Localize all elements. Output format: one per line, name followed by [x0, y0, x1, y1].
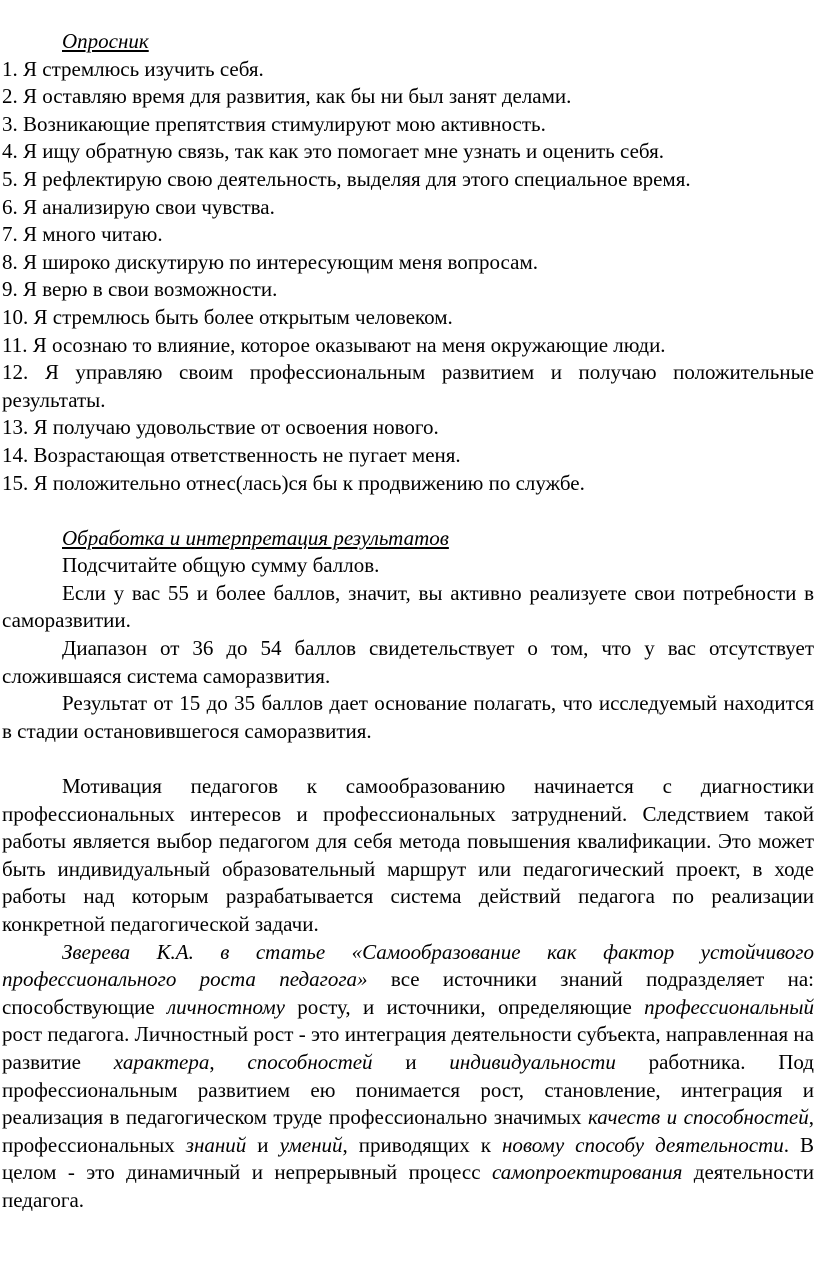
survey-item: 4. Я ищу обратную связь, так как это помогает мне узнать и оценить себя. — [2, 139, 664, 164]
emphasis: новому способу деятельности — [501, 1132, 784, 1157]
body-text: , — [209, 1049, 248, 1074]
body-text: росту, и источники, определяющие — [284, 994, 645, 1019]
spacer — [2, 745, 814, 773]
survey-item: 9. Я верю в свои возможности. — [2, 277, 278, 302]
emphasis: самопроектирования — [491, 1160, 683, 1185]
body-text: работника. Под профессиональным развитием ею понимается рост, становление, интеграция и реализация в педагогическом труде профессионально значимых — [2, 1049, 814, 1130]
survey-item: 13. Я получаю удовольствие от освоения нового. — [2, 415, 439, 440]
body-text: и — [372, 1049, 450, 1074]
processing-paragraph: Результат от 15 до 35 баллов дает основание полагать, что исследуемый находится в стадии остановившегося саморазвития. — [2, 691, 814, 743]
survey-item: 11. Я осознаю то влияние, которое оказывают на меня окружающие люди. — [2, 332, 666, 357]
emphasis: личностному — [167, 994, 285, 1019]
body-text: все источники знаний подразделяет на: способствующие — [2, 967, 814, 1019]
survey-item: 6. Я анализирую свои чувства. — [2, 194, 275, 219]
emphasis: способностей — [247, 1049, 373, 1074]
emphasis: качеств и способностей — [587, 1105, 809, 1130]
citation: Зверева К.А. в статье «Самообразование как фактор устойчивого профессионального роста педагога» — [2, 939, 814, 992]
body-paragraph-motivation: Мотивация педагогов к самообразованию начинается с диагностики профессиональных интересов и профессиональных затруднений. Следствием такой работы является выбор педагогом для себя метода повышения квалификации. Это может быть индивидуальный образовательный маршрут или педагогический проект, в ходе работы над которым разрабатывается система действий педагога по реализации конкретной педагогической задачи. — [2, 774, 814, 936]
survey-item: 7. Я много читаю. — [2, 222, 163, 247]
body-paragraph-zvereva — [2, 939, 814, 1215]
survey-title: Опросник — [62, 29, 149, 53]
body-text: . В целом - это динамичный и непрерывный процесс — [2, 1132, 814, 1185]
processing-paragraph: Диапазон от 36 до 54 баллов свидетельствует о том, что у вас отсутствует сложившаяся система саморазвития. — [2, 636, 814, 688]
emphasis: знаний — [185, 1132, 247, 1157]
survey-item: 3. Возникающие препятствия стимулируют мою активность. — [2, 111, 546, 136]
body-text: , профессиональных — [2, 1105, 814, 1157]
processing-title: Обработка и интерпретация результатов — [62, 525, 449, 550]
survey-item: 2. Я оставляю время для развития, как бы ни был занят делами. — [2, 84, 572, 109]
body-text: , приводящих к — [342, 1132, 502, 1157]
survey-item: 8. Я широко дискутирую по интересующим меня вопросам. — [2, 249, 538, 274]
body-text: деятельности педагога. — [2, 1160, 815, 1212]
processing-paragraph: Подсчитайте общую сумму баллов. — [62, 553, 380, 578]
body-text: рост педагога. Личностный рост - это интеграция деятельности субъекта, направленная на развитие — [2, 1022, 814, 1074]
survey-item: 15. Я положительно отнес(лась)ся бы к продвижению по службе. — [2, 470, 585, 495]
survey-item: 10. Я стремлюсь быть более открытым человеком. — [2, 304, 453, 329]
survey-item: 12. Я управляю своим профессиональным развитием и получаю положительные результаты. — [2, 360, 814, 412]
survey-item: 14. Возрастающая ответственность не пугает меня. — [2, 442, 461, 467]
survey-list — [2, 56, 814, 498]
emphasis: индивидуальности — [449, 1049, 616, 1074]
processing-paragraph: Если у вас 55 и более баллов, значит, вы активно реализуете свои потребности в саморазвитии. — [2, 580, 814, 633]
body-text: и — [246, 1132, 280, 1157]
emphasis: умений — [279, 1132, 343, 1157]
survey-item: 1. Я стремлюсь изучить себя. — [2, 56, 264, 81]
survey-item: 5. Я рефлектирую свою деятельность, выделяя для этого специальное время. — [2, 166, 691, 191]
emphasis: профессиональный — [644, 994, 814, 1019]
spacer — [2, 497, 814, 525]
emphasis: характера — [113, 1049, 210, 1074]
